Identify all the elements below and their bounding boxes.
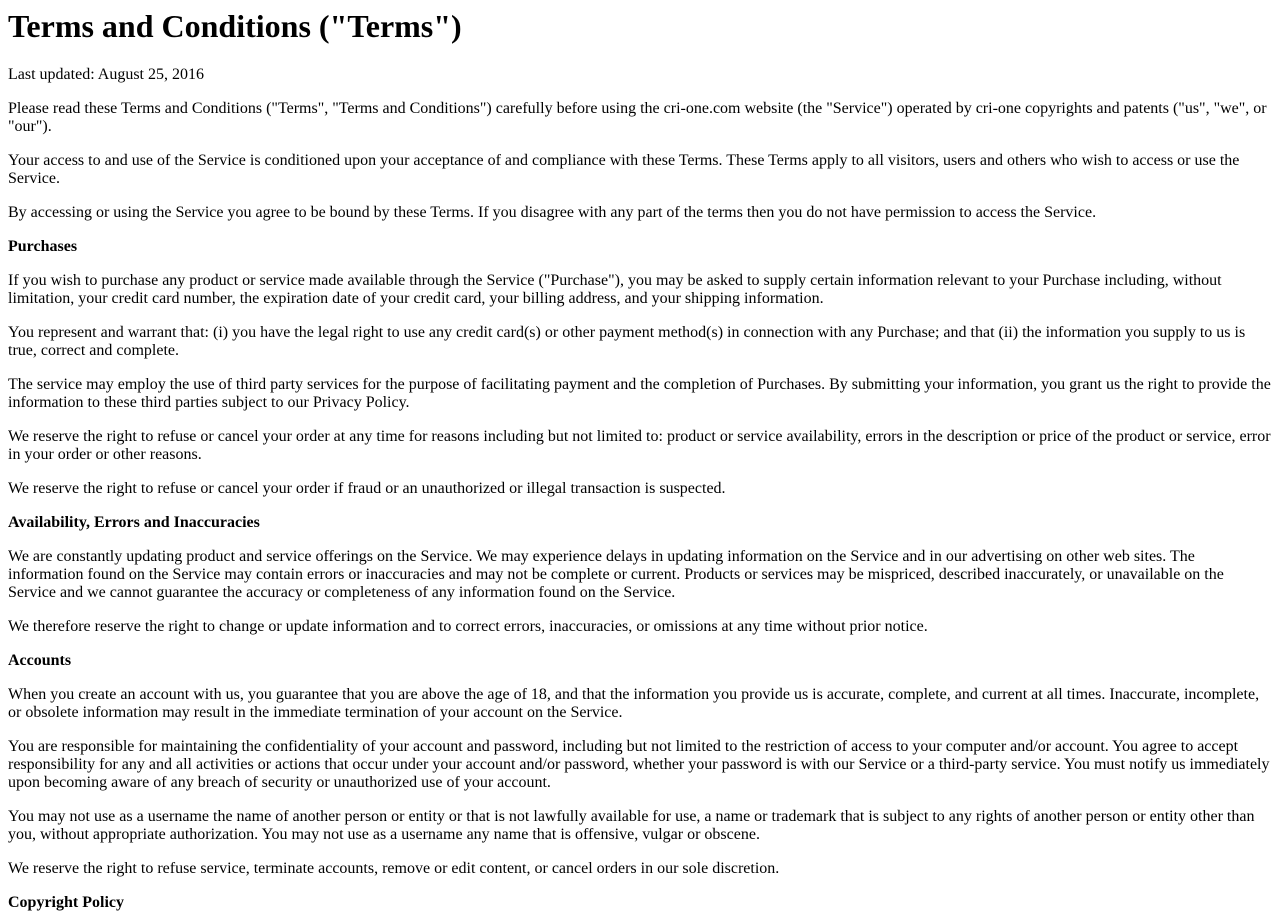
section-heading-availability: Availability, Errors and Inaccuracies bbox=[8, 514, 260, 531]
purchases-paragraph: You represent and warrant that: (i) you have the legal right to use any credit card(s) or other payment method(s) in connection with any Purchase; and that (ii) the information you supply to us is true, correct and complete. bbox=[8, 324, 1246, 359]
accounts-paragraph: You are responsible for maintaining the confidentiality of your account and password, including but not limited to the restriction of access to your computer and/or account. You agree to accept responsibility for any and all activities or actions that occur under your account and/or password, whether your password is with our Service or a third-party service. You must notify us immediately upon becoming aware of any breach of security or unauthorized use of your account. bbox=[8, 738, 1270, 791]
availability-paragraph: We are constantly updating product and service offerings on the Service. We may experience delays in updating information on the Service and in our advertising on other web sites. The information found on the Service may contain errors or inaccuracies and may not be complete or current. Products or services may be mispriced, described inaccurately, or unavailable on the Service and we cannot guarantee the accuracy or completeness of any information found on the Service. bbox=[8, 548, 1224, 601]
availability-paragraph: We therefore reserve the right to change or update information and to correct errors, inaccuracies, or omissions at any time without prior notice. bbox=[8, 618, 928, 635]
terms-document bbox=[0, 8, 1280, 912]
intro-paragraph: By accessing or using the Service you agree to be bound by these Terms. If you disagree with any part of the terms then you do not have permission to access the Service. bbox=[8, 204, 1097, 221]
intro-paragraph: Please read these Terms and Conditions ("Terms", "Terms and Conditions") carefully before using the cri-one.com website (the "Service") operated by cri-one copyrights and patents ("us", "we", or "our"). bbox=[8, 100, 1267, 135]
purchases-paragraph: We reserve the right to refuse or cancel your order if fraud or an unauthorized or illegal transaction is suspected. bbox=[8, 480, 726, 497]
purchases-paragraph: If you wish to purchase any product or service made available through the Service ("Purchase"), you may be asked to supply certain information relevant to your Purchase including, without limitation, your credit card number, the expiration date of your credit card, your billing address, and your shipping information. bbox=[8, 272, 1222, 307]
section-heading-copyright: Copyright Policy bbox=[8, 894, 124, 911]
accounts-paragraph: When you create an account with us, you guarantee that you are above the age of 18, and that the information you provide us is accurate, complete, and current at all times. Inaccurate, incomplete, or obsolete information may result in the immediate termination of your account on the Service. bbox=[8, 686, 1260, 721]
purchases-paragraph: The service may employ the use of third party services for the purpose of facilitating payment and the completion of Purchases. By submitting your information, you grant us the right to provide the information to these third parties subject to our Privacy Policy. bbox=[8, 376, 1271, 411]
last-updated: Last updated: August 25, 2016 bbox=[8, 66, 204, 83]
intro-paragraph: Your access to and use of the Service is conditioned upon your acceptance of and compliance with these Terms. These Terms apply to all visitors, users and others who wish to access or use the Service. bbox=[8, 152, 1240, 187]
section-heading-accounts: Accounts bbox=[8, 652, 72, 669]
page-title: Terms and Conditions ("Terms") bbox=[8, 8, 462, 44]
accounts-paragraph: We reserve the right to refuse service, terminate accounts, remove or edit content, or cancel orders in our sole discretion. bbox=[8, 860, 780, 877]
section-heading-purchases: Purchases bbox=[8, 238, 78, 255]
accounts-paragraph: You may not use as a username the name of another person or entity or that is not lawfully available for use, a name or trademark that is subject to any rights of another person or entity other than you, without appropriate authorization. You may not use as a username any name that is offensive, vulgar or obscene. bbox=[8, 808, 1255, 843]
purchases-paragraph: We reserve the right to refuse or cancel your order at any time for reasons including but not limited to: product or service availability, errors in the description or price of the product or service, error in your order or other reasons. bbox=[8, 428, 1271, 463]
